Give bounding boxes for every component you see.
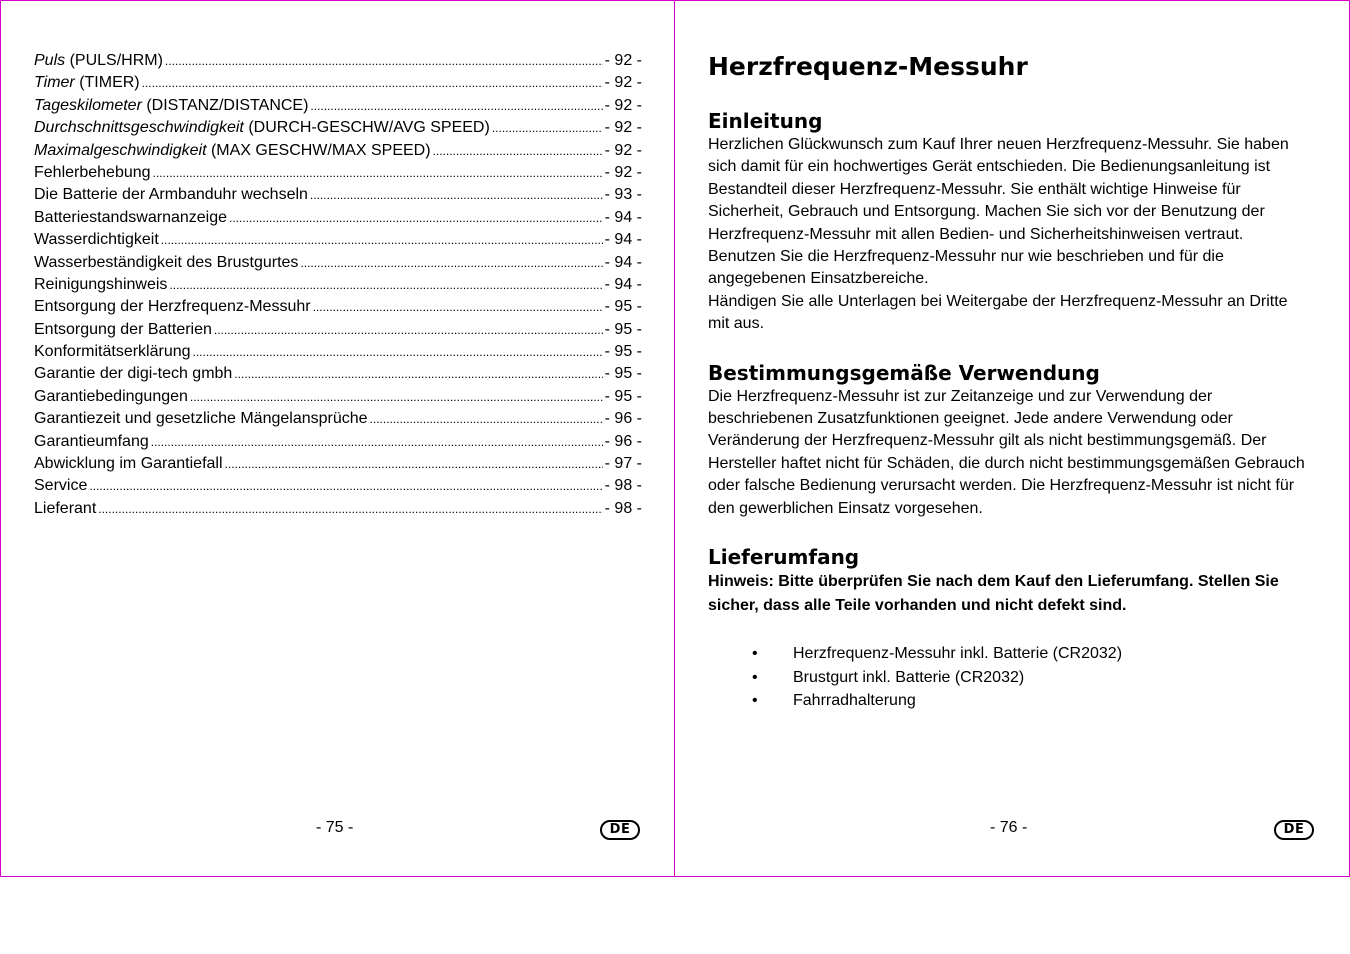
toc-entry (34, 95, 642, 117)
toc-entry (34, 274, 642, 296)
toc-dot-leader (310, 95, 602, 117)
toc-entry-title (34, 207, 227, 229)
bullet-icon: • (752, 692, 758, 710)
toc-dot-leader (214, 319, 603, 341)
list-item-text: Fahrradhalterung (793, 692, 916, 710)
toc-page-number: - 92 - (604, 119, 642, 137)
toc-entry-title (34, 498, 96, 520)
toc-dot-leader (229, 207, 603, 229)
toc-dot-leader (492, 117, 603, 139)
toc-entry (34, 453, 642, 475)
toc-entry-text: Abwicklung im Garantiefall (34, 455, 223, 473)
toc-entry-title (34, 274, 167, 296)
toc-entry (34, 296, 642, 318)
main-content (708, 50, 1313, 713)
toc-page-number: - 95 - (604, 320, 642, 338)
toc-entry-text: Entsorgung der Herzfrequenz-Messuhr (34, 298, 311, 316)
toc-entry-title (34, 184, 308, 206)
toc-dot-leader (310, 184, 603, 206)
list-item (708, 642, 1313, 666)
toc-entry-text: Service (34, 477, 88, 495)
toc-page-number: - 98 - (604, 477, 642, 495)
toc-entry (34, 252, 642, 274)
toc-page-number: - 95 - (604, 365, 642, 383)
toc-entry-text: Fehlerbehebung (34, 163, 151, 181)
toc-entry (34, 386, 642, 408)
toc-entry-title (34, 140, 431, 162)
toc-page-number: - 92 - (604, 52, 642, 69)
toc-entry (34, 229, 642, 251)
toc-entry (34, 475, 642, 497)
scope-list (708, 642, 1313, 713)
toc-entry-title (34, 408, 368, 430)
toc-dot-leader (234, 363, 602, 385)
section-heading-scope-of-delivery: Lieferumfang (708, 545, 860, 570)
toc-entry-title (34, 341, 191, 363)
toc-entry-italic: Timer (34, 74, 75, 92)
toc-entry-title (34, 453, 223, 475)
toc-entry-text: (TIMER) (74, 74, 140, 92)
toc-page-number: - 96 - (604, 410, 642, 428)
toc-page-number: - 95 - (604, 298, 642, 316)
toc-entry-text: Batteriestandswarnanzeige (34, 208, 228, 226)
toc-page-number: - 95 - (604, 343, 642, 361)
toc-entry-italic: Maximalgeschwindigkeit (34, 141, 207, 159)
toc-dot-leader (151, 431, 603, 453)
toc-entry (34, 207, 642, 229)
toc-entry-title (34, 72, 140, 94)
toc-entry-text: (MAX GESCHW/MAX SPEED) (206, 141, 431, 159)
toc-entry-title (34, 386, 188, 408)
table-of-contents (34, 50, 642, 520)
toc-entry-text: (PULS/HRM) (65, 52, 163, 69)
toc-entry-title (34, 117, 490, 139)
page-number: - 75 - (316, 819, 354, 836)
toc-page-number: - 92 - (604, 163, 642, 181)
left-page (0, 0, 674, 875)
toc-entry-text: Die Batterie der Armbanduhr wechseln (34, 186, 308, 204)
toc-entry (34, 162, 642, 184)
bullet-icon: • (752, 645, 758, 663)
toc-dot-leader (225, 453, 603, 475)
intro-paragraph-2: Händigen Sie alle Unterlagen bei Weitergabe der Herzfrequenz-Messuhr an Dritte mit aus. (708, 292, 1288, 333)
toc-page-number: - 98 - (604, 499, 642, 517)
toc-page-number: - 94 - (604, 208, 642, 226)
toc-page-number: - 94 - (604, 231, 642, 249)
toc-entry-title (34, 475, 87, 497)
scope-note: Hinweis: Bitte überprüfen Sie nach dem Kauf den Lieferumfang. Stellen Sie sicher, dass alle Teile vorhanden und nicht defekt sind. (708, 573, 1279, 615)
toc-page-number: - 94 - (604, 275, 642, 293)
toc-dot-leader (433, 140, 603, 162)
toc-entry (34, 72, 642, 94)
intro-paragraph: Herzlichen Glückwunsch zum Kauf Ihrer neuen Herzfrequenz-Messuhr. Sie haben sich damit für ein hochwertiges Gerät entschieden. Die Bedienungsanleitung ist Bestandteil dieser Herzfrequenz-Messuhr. Sie enthält wichtige Hinweise für Sicherheit, Gebrauch und Entsorgung. Machen Sie sich vor der Benutzung der Herzfrequenz-Messuhr mit allen Bedien- und Sicherheitshinweisen vertraut. Benutzen Sie die Herzfrequenz-Messuhr nur wie beschrieben und für die angegebenen Einsatzbereiche. (708, 136, 1289, 288)
toc-dot-leader (165, 50, 603, 72)
toc-entry-title (34, 363, 232, 385)
toc-entry (34, 184, 642, 206)
toc-dot-leader (142, 72, 603, 94)
section-heading-intro: Einleitung (708, 109, 823, 133)
right-page (675, 0, 1348, 875)
toc-entry (34, 319, 642, 341)
toc-dot-leader (161, 229, 603, 251)
toc-page-number: - 97 - (604, 455, 642, 473)
list-item (708, 689, 1313, 713)
list-item (708, 666, 1313, 690)
toc-dot-leader (300, 252, 602, 274)
toc-entry (34, 363, 642, 385)
list-item-text: Herzfrequenz-Messuhr inkl. Batterie (CR2032) (793, 645, 1123, 663)
toc-entry (34, 50, 642, 72)
toc-entry-title (34, 50, 163, 72)
toc-entry-text: Garantiebedingungen (34, 387, 188, 405)
toc-dot-leader (169, 274, 602, 296)
toc-entry-text: Reinigungshinweis (34, 275, 168, 293)
toc-dot-leader (193, 341, 603, 363)
toc-dot-leader (313, 296, 603, 318)
toc-entry-title (34, 229, 159, 251)
toc-page-number: - 92 - (604, 96, 642, 114)
toc-entry-text: (DISTANZ/DISTANCE) (141, 96, 309, 114)
toc-entry (34, 117, 642, 139)
toc-entry-text: Wasserdichtigkeit (34, 231, 159, 249)
toc-entry (34, 341, 642, 363)
toc-dot-leader (370, 408, 603, 430)
page-title: Herzfrequenz-Messuhr (708, 52, 1028, 81)
toc-entry (34, 431, 642, 453)
toc-dot-leader (89, 475, 602, 497)
toc-entry (34, 140, 642, 162)
toc-page-number: - 92 - (604, 141, 642, 159)
toc-page-number: - 95 - (604, 387, 642, 405)
toc-entry-title (34, 319, 212, 341)
toc-page-number: - 94 - (604, 253, 642, 271)
toc-entry-text: Wasserbeständigkeit des Brustgurtes (34, 253, 299, 271)
toc-entry-title (34, 431, 149, 453)
language-badge: DE (1274, 820, 1314, 840)
toc-dot-leader (190, 386, 603, 408)
toc-page-number: - 93 - (604, 186, 642, 204)
toc-entry-italic: Puls (34, 52, 66, 69)
toc-entry-text: Garantie der digi-tech gmbh (34, 365, 233, 383)
toc-entry-italic: Durchschnittsgeschwindigkeit (34, 119, 244, 137)
toc-entry-text: Garantiezeit und gesetzliche Mängelansprüche (34, 410, 368, 428)
toc-entry-text: (DURCH-GESCHW/AVG SPEED) (243, 119, 490, 137)
toc-dot-leader (98, 498, 602, 520)
toc-entry-italic: Tageskilometer (34, 96, 142, 114)
language-badge: DE (600, 820, 640, 840)
bullet-icon: • (752, 668, 758, 686)
toc-entry (34, 498, 642, 520)
toc-entry-text: Lieferant (34, 499, 97, 517)
toc-dot-leader (153, 162, 603, 184)
toc-entry-title (34, 296, 311, 318)
toc-entry-title (34, 95, 308, 117)
toc-entry-title (34, 162, 151, 184)
toc-entry-title (34, 252, 298, 274)
section-heading-intended-use: Bestimmungsgemäße Verwendung (708, 360, 1100, 385)
toc-page-number: - 92 - (604, 74, 642, 92)
toc-entry (34, 408, 642, 430)
page-number: - 76 - (990, 819, 1028, 836)
intended-use-paragraph: Die Herzfrequenz-Messuhr ist zur Zeitanzeige und zur Verwendung der beschriebenen Zusatzfunktionen geeignet. Jede andere Verwendung oder Veränderung der Herzfrequenz-Messuhr gilt als nicht bestimmungsgemäß. Der Hersteller haftet nicht für Schäden, die durch nicht bestimmungsgemäßen Gebrauch oder falsche Bedienung verursacht werden. Die Herzfrequenz-Messuhr ist nicht für den gewerblichen Einsatz vorgesehen. (708, 387, 1305, 517)
toc-entry-text: Konformitätserklärung (34, 343, 191, 361)
toc-entry-text: Garantieumfang (34, 432, 149, 450)
toc-page-number: - 96 - (604, 432, 642, 450)
list-item-text: Brustgurt inkl. Batterie (CR2032) (793, 668, 1025, 686)
toc-entry-text: Entsorgung der Batterien (34, 320, 212, 338)
